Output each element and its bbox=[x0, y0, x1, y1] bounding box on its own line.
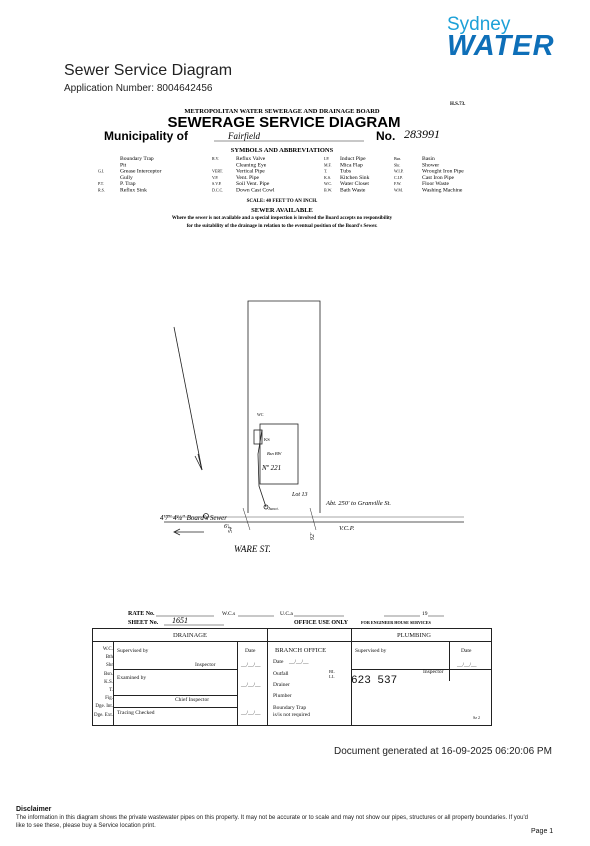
wc-label: WC bbox=[257, 412, 264, 417]
legend-abbr: K.S. bbox=[324, 174, 332, 180]
plumbing-supervised: Supervised by bbox=[355, 648, 387, 654]
north-arrow bbox=[174, 327, 202, 470]
chain-1: 54' bbox=[228, 525, 234, 533]
municipality-value: Fairfield bbox=[228, 131, 260, 141]
legend-label: Reflux Sink bbox=[120, 187, 147, 194]
legend-label: Boundary Trap bbox=[120, 156, 154, 162]
sheet-number: 1651 bbox=[172, 616, 188, 625]
legend-label: Cast Iron Pipe bbox=[422, 174, 455, 181]
diagram-number: 283991 bbox=[404, 127, 440, 141]
branch-office-heading: BRANCH OFFICE bbox=[275, 647, 327, 654]
office-use: OFFICE USE ONLY bbox=[294, 620, 349, 626]
side-label-bsn: Bsn. bbox=[103, 671, 113, 677]
house-number: Nº 221 bbox=[262, 464, 282, 472]
legend-label: Washing Machine bbox=[422, 187, 463, 194]
legend-label: Vent. Pipe bbox=[236, 174, 259, 181]
bsn-bw-label: Bsn BW bbox=[267, 451, 282, 456]
lot-label: Lot 13 bbox=[292, 492, 308, 498]
logo-water: WATER bbox=[447, 30, 555, 62]
legend-label: Tubs bbox=[340, 168, 351, 175]
site-sketch bbox=[164, 301, 464, 535]
disclaimer-line-2: for the suitability of the drainage in relation to the eventual position of the Board's Sewer. bbox=[186, 224, 378, 229]
legend-abbr: I.P. bbox=[324, 156, 330, 161]
municipality-label: Municipality of bbox=[104, 129, 188, 143]
logo-sydney: Sydney bbox=[447, 14, 511, 35]
date-slash-1: __/__/__ bbox=[241, 662, 261, 668]
legend-label: Gully bbox=[120, 174, 133, 181]
rate-label: RATE No. bbox=[128, 611, 155, 617]
branch-date-slash: __/__/__ bbox=[289, 659, 309, 665]
legend-label: Reflux Valve bbox=[236, 156, 266, 162]
year-label: 19 bbox=[422, 611, 428, 617]
legend-abbr: G.I. bbox=[98, 168, 105, 174]
not-required-label: is/is not required bbox=[273, 712, 310, 718]
side-label-fig: Fig. bbox=[105, 696, 113, 702]
legend-label: P. Trap bbox=[120, 181, 136, 188]
side-label-dge-int: Dge. Int. bbox=[95, 704, 113, 710]
plumber-label: Plumber bbox=[273, 693, 292, 699]
page-number: Page 1 bbox=[531, 828, 554, 835]
tracing-checked: Tracing Checked bbox=[117, 710, 155, 716]
engineer-services: FOR ENGINEER HOUSE SERVICES bbox=[361, 620, 431, 625]
examined-by: Examined by bbox=[117, 675, 147, 681]
legend-label: Grease Interceptor bbox=[120, 168, 162, 175]
legend-label: Water Closet bbox=[340, 181, 369, 188]
legend-abbr: F.W. bbox=[394, 181, 402, 187]
legend-abbr: D.C.C. bbox=[212, 187, 224, 193]
ks-label: KS bbox=[264, 437, 270, 442]
legend-label: Soil Vent. Pipe bbox=[236, 181, 270, 188]
disclaimer-line-1: Where the sewer is not available and a special inspection is involved the Board accepts no responsibility bbox=[171, 216, 393, 221]
drainage-heading: DRAINAGE bbox=[173, 632, 207, 639]
legend-label: Vertical Pipe bbox=[236, 168, 265, 175]
disclaimer-text: The information in this diagram shows the private wastewater pipes on this property. It may not be accurate or to scale and may not show our pipes, structures or all property boundaries. If you'd like to see these, please buy a Service location print. bbox=[16, 815, 528, 829]
boundary-trap-label: Boundary Trap bbox=[273, 705, 307, 711]
legend-abbr: C.I.P. bbox=[394, 174, 403, 180]
side-label-bth: Bth bbox=[105, 655, 113, 661]
sheet-label: SHEET No. bbox=[128, 620, 159, 626]
diagram-heading: SEWERAGE SERVICE DIAGRAM bbox=[167, 114, 401, 131]
office-use-table bbox=[92, 628, 492, 726]
vcp-label: V.C.P. bbox=[339, 525, 355, 532]
application-number: Application Number: 8004642456 bbox=[64, 83, 213, 94]
legend-label: Kitchen Sink bbox=[340, 174, 370, 181]
side-label-dge-ext: Dge. Ext. bbox=[93, 712, 113, 718]
branch-date: Date bbox=[273, 659, 284, 665]
legend-label: Bath Waste bbox=[340, 187, 366, 194]
board-name: METROPOLITAN WATER SEWERAGE AND DRAINAGE BOARD bbox=[184, 108, 380, 115]
number-label: No. bbox=[376, 129, 396, 143]
legend-abbr: Shr. bbox=[394, 162, 401, 168]
legend-abbr: V.P. bbox=[212, 174, 219, 180]
legend-label: Basin bbox=[422, 156, 435, 162]
legend-label: Pit bbox=[120, 162, 127, 169]
generated-timestamp: Document generated at 16-09-2025 06:20:06 PM bbox=[334, 746, 552, 757]
side-label-ks: K.S. bbox=[104, 679, 113, 685]
legend-abbr: W.C. bbox=[324, 181, 333, 187]
drainage-date-heading: Date bbox=[245, 648, 256, 654]
legend-label: Wrought Iron Pipe bbox=[422, 168, 464, 175]
legend-abbr: R.V. bbox=[212, 156, 220, 161]
legend-label: Down Cast Cowl bbox=[236, 187, 275, 194]
legend-abbr: B.W. bbox=[324, 187, 333, 193]
legend-label: Cleaning Eye bbox=[236, 162, 267, 169]
form-code: H.S.73. bbox=[450, 102, 466, 107]
legend-abbr: Bsn. bbox=[394, 156, 402, 161]
boards-sewer: 4'7" 4¼" Board's Sewer bbox=[160, 514, 227, 522]
chief-inspector: Chief Inspector bbox=[175, 697, 210, 703]
side-label-wc: W.C. bbox=[102, 647, 113, 652]
side-labels bbox=[91, 646, 113, 720]
outfall-label: Outfall bbox=[273, 671, 289, 677]
stamp-number: 623 537 bbox=[351, 675, 398, 687]
uca-label: U.C.a bbox=[280, 611, 293, 617]
legend-label: Induct Pipe bbox=[340, 156, 366, 162]
drainage-supervised: Supervised by bbox=[117, 648, 149, 654]
plumbing-heading: PLUMBING bbox=[397, 632, 431, 639]
plumbing-date-heading: Date bbox=[461, 648, 472, 654]
plumbing-date-slash: __/__/__ bbox=[457, 662, 477, 668]
drainer-label: Drainer bbox=[273, 682, 290, 688]
wcs-label: W.C.s bbox=[222, 611, 236, 617]
legend-abbr: R.S. bbox=[98, 187, 105, 193]
granville-note: Abt. 250' to Granville St. bbox=[326, 500, 391, 507]
scale-label: SCALE: 40 FEET TO AN INCH. bbox=[246, 199, 318, 204]
legend-abbr: P.T. bbox=[98, 181, 104, 187]
street-name: WARE ST. bbox=[234, 544, 271, 554]
page-title: Sewer Service Diagram bbox=[64, 62, 233, 79]
side-label-t: T. bbox=[109, 688, 113, 694]
date-slash-2: __/__/__ bbox=[241, 682, 261, 688]
outfall-codes: BL LL bbox=[329, 669, 335, 679]
legend-abbr: M.F. bbox=[324, 162, 332, 168]
side-label-shr: Shr bbox=[106, 663, 113, 669]
junction-label: Junct. bbox=[268, 506, 279, 511]
form-sub-code: Sz 2 bbox=[473, 715, 480, 720]
disclaimer-heading: Disclaimer bbox=[16, 806, 52, 813]
date-slash-3: __/__/__ bbox=[241, 710, 261, 716]
legend-abbr: W.M. bbox=[394, 187, 403, 193]
depth-label: 6' bbox=[224, 524, 229, 530]
legend-abbr: S.V.P. bbox=[212, 181, 222, 187]
legend-label: Floor Waste bbox=[422, 181, 449, 188]
legend-label: Shower bbox=[422, 162, 440, 169]
chain-2: 92' bbox=[310, 532, 316, 540]
legend-abbr: W.I.P. bbox=[394, 168, 404, 174]
legend-abbr: VERT. bbox=[212, 168, 223, 174]
symbols-heading: SYMBOLS AND ABBREVIATIONS bbox=[230, 147, 334, 154]
plumbing-inspector: Inspector bbox=[423, 669, 444, 675]
legend-abbr: T. bbox=[324, 168, 328, 174]
sewer-plan-scan bbox=[64, 100, 500, 660]
legend bbox=[98, 155, 464, 194]
drainage-inspector: Inspector bbox=[195, 662, 216, 668]
sewer-available: SEWER AVAILABLE bbox=[251, 207, 313, 214]
legend-label: Mica Flap bbox=[340, 162, 363, 169]
